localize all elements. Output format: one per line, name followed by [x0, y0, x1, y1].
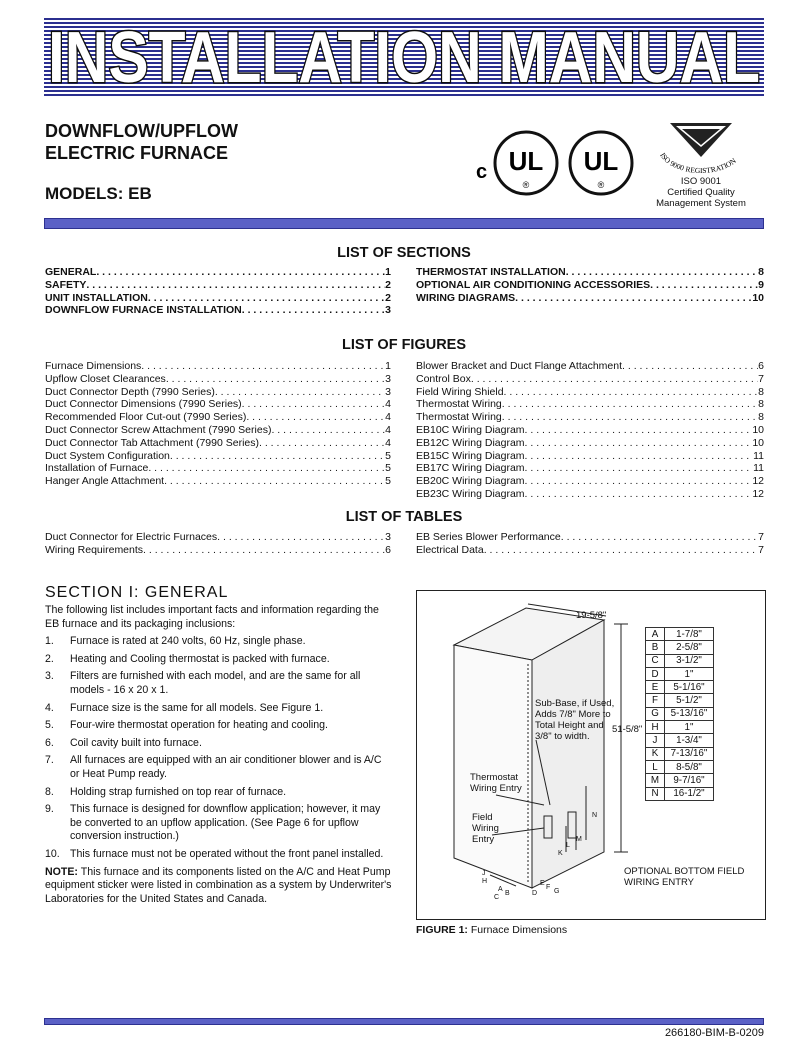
bottom-wiring-entry-label: OPTIONAL BOTTOM FIELD WIRING ENTRY	[624, 866, 745, 888]
sections-right	[416, 266, 764, 304]
thermostat-wiring-entry-label: Thermostat Wiring Entry	[470, 772, 522, 794]
figures-left	[45, 360, 391, 488]
toc-entry[interactable]: EB12C Wiring Diagram . . . 10	[416, 437, 764, 450]
toc-entry[interactable]: Duct Connector Depth (7990 Series) . . . 3	[45, 386, 391, 399]
sub-base-note: Sub-Base, if Used, Adds 7/8" More to Total Height and 3/8" to width.	[535, 698, 615, 742]
table-row: M 9-7/16"	[646, 774, 714, 787]
figures-heading: LIST OF FIGURES	[341, 337, 467, 353]
marker-l: L	[566, 842, 570, 849]
toc-entry[interactable]: Duct System Configuration . . . 5	[45, 450, 391, 463]
list-item: 1. Furnace is rated at 240 volts, 60 Hz, single phase.	[45, 635, 306, 648]
models-label: MODELS: EB	[45, 184, 152, 203]
marker-j: J	[482, 870, 486, 877]
table-row: J 1-3/4"	[646, 734, 714, 747]
marker-b: B	[505, 890, 510, 897]
toc-entry[interactable]: Thermostat Wiring . . . 8	[416, 398, 764, 411]
list-item: 5. Four-wire thermostat operation for heating and cooling.	[45, 719, 328, 732]
toc-entry[interactable]: Upflow Closet Clearances . . . 3	[45, 373, 391, 386]
footer-divider	[44, 1018, 764, 1025]
toc-entry[interactable]: EB10C Wiring Diagram . . . 10	[416, 424, 764, 437]
toc-entry[interactable]: Field Wiring Shield . . . 8	[416, 386, 764, 399]
marker-g: G	[554, 888, 560, 895]
manual-banner	[44, 18, 764, 96]
marker-f: F	[546, 884, 551, 891]
marker-h: H	[482, 878, 488, 885]
section-general-title: SECTION I: GENERAL	[45, 584, 229, 601]
marker-a: A	[498, 886, 503, 893]
marker-d: D	[532, 890, 538, 897]
svg-text:®: ®	[522, 180, 530, 190]
marker-n: N	[592, 812, 598, 819]
doc-title-line1: DOWNFLOW/UPFLOW	[45, 121, 238, 141]
svg-text:®: ®	[597, 180, 605, 190]
toc-entry[interactable]: Duct Connector for Electric Furnaces . . . 3	[45, 531, 391, 544]
toc-entry[interactable]: EB20C Wiring Diagram . . . 12	[416, 475, 764, 488]
toc-entry[interactable]: EB23C Wiring Diagram . . . 12	[416, 488, 764, 501]
table-row: H 1"	[646, 721, 714, 734]
toc-entry[interactable]: Recommended Floor Cut-out (7990 Series) . . . 4	[45, 411, 391, 424]
section-general-body	[45, 604, 393, 910]
general-note: NOTE: This furnace and its components listed on the A/C and Heat Pump equipment sticker were listed in combination as a system by Underwriter's Laboratories for the United States and Canada.	[45, 865, 392, 905]
marker-k: K	[558, 850, 563, 857]
toc-entry[interactable]: Duct Connector Tab Attachment (7990 Series) . . . 4	[45, 437, 391, 450]
toc-entry[interactable]: EB Series Blower Performance . . . 7	[416, 531, 764, 544]
sections-left	[45, 266, 391, 317]
toc-entry[interactable]: UNIT INSTALLATION . . . 2	[45, 292, 391, 305]
document-code: 266180-BIM-B-0209	[664, 1027, 764, 1039]
list-item: 9. This furnace is designed for downflow application; however, it may be converted to an upflow application. (See Page 6 for upflow conversion instruction.)	[45, 803, 381, 843]
iso-registration-logo	[652, 117, 750, 175]
marker-e: E	[540, 880, 545, 887]
figure-1-caption: FIGURE 1: Furnace Dimensions	[416, 924, 568, 936]
toc-entry[interactable]: Hanger Angle Attachment . . . 5	[45, 475, 391, 488]
list-item: 2. Heating and Cooling thermostat is packed with furnace.	[45, 652, 330, 665]
marker-m: M	[576, 836, 582, 843]
list-item: 6. Coil cavity built into furnace.	[45, 736, 202, 749]
svg-text:UL: UL	[508, 146, 544, 176]
iso-cert-text: ISO 9001 Certified Quality Management System	[656, 176, 746, 209]
tables-left	[45, 531, 391, 557]
toc-entry[interactable]: Duct Connector Dimensions (7990 Series) . . . 4	[45, 398, 391, 411]
table-row: B 2-5/8"	[646, 641, 714, 654]
ul-logo	[566, 128, 636, 198]
list-item: 4. Furnace size is the same for all models. See Figure 1.	[45, 701, 324, 714]
toc-entry[interactable]: Furnace Dimensions . . . 1	[45, 360, 391, 373]
doc-title-line2: ELECTRIC FURNACE	[45, 143, 228, 163]
toc-entry[interactable]: OPTIONAL AIR CONDITIONING ACCESSORIES . . . 9	[416, 279, 764, 292]
list-item: 3. Filters are furnished with each model, and are the same for all models - 16 x 20 x 1.	[45, 670, 361, 696]
toc-entry[interactable]: Installation of Furnace . . . 5	[45, 462, 391, 475]
width-dimension: 19-5/8"	[576, 610, 607, 621]
general-intro: The following list includes important facts and information regarding the EB furnace and its packaging inclusions:	[45, 604, 379, 630]
svg-text:c: c	[476, 161, 488, 183]
toc-entry[interactable]: Duct Connector Screw Attachment (7990 Series) . . . 4	[45, 424, 391, 437]
figures-right	[416, 360, 764, 501]
svg-text:UL: UL	[583, 146, 619, 176]
field-wiring-entry-label: Field Wiring Entry	[472, 812, 499, 845]
toc-entry[interactable]: Blower Bracket and Duct Flange Attachment . . . 6	[416, 360, 764, 373]
toc-entry[interactable]: THERMOSTAT INSTALLATION . . . 8	[416, 266, 764, 279]
banner-title: INSTALLATION MANUAL	[48, 18, 760, 96]
list-item: 10. This furnace must not be operated without the front panel installed.	[45, 847, 384, 860]
toc-entry[interactable]: DOWNFLOW FURNACE INSTALLATION . . . 3	[45, 304, 391, 317]
table-row: E 5-1/16"	[646, 681, 714, 694]
toc-entry[interactable]: Thermostat Wiring . . . 8	[416, 411, 764, 424]
dimension-table	[645, 627, 714, 801]
cul-logo	[472, 128, 564, 198]
table-row: N 16-1/2"	[646, 787, 714, 800]
table-row: K 7-13/16"	[646, 747, 714, 760]
list-item: 7. All furnaces are equipped with an air conditioner blower and is A/C or Heat Pump ready.	[45, 754, 382, 780]
toc-entry[interactable]: WIRING DIAGRAMS . . . 10	[416, 292, 764, 305]
table-row: F 5-1/2"	[646, 694, 714, 707]
table-row: D 1"	[646, 667, 714, 680]
tables-heading: LIST OF TABLES	[345, 509, 463, 525]
header-divider	[44, 218, 764, 229]
toc-entry[interactable]: GENERAL . . . 1	[45, 266, 391, 279]
toc-entry[interactable]: SAFETY . . . 2	[45, 279, 391, 292]
toc-entry[interactable]: EB17C Wiring Diagram . . . 11	[416, 462, 764, 475]
tables-right	[416, 531, 764, 557]
toc-entry[interactable]: Control Box . . . 7	[416, 373, 764, 386]
toc-entry[interactable]: Wiring Requirements . . . 6	[45, 544, 391, 557]
table-row: A 1-7/8"	[646, 628, 714, 641]
list-item: 8. Holding strap furnished on top rear of furnace.	[45, 785, 287, 798]
toc-entry[interactable]: Electrical Data . . . 7	[416, 544, 764, 557]
table-row: G 5-13/16"	[646, 707, 714, 720]
table-row: C 3-1/2"	[646, 654, 714, 667]
svg-text:ISO 9000 REGISTRATION: ISO 9000 REGISTRATION	[658, 151, 738, 175]
sections-heading: LIST OF SECTIONS	[337, 245, 471, 261]
table-row: L 8-5/8"	[646, 760, 714, 773]
height-dimension: 51-5/8"	[612, 724, 643, 735]
marker-c: C	[494, 894, 500, 901]
toc-entry[interactable]: EB15C Wiring Diagram . . . 11	[416, 450, 764, 463]
